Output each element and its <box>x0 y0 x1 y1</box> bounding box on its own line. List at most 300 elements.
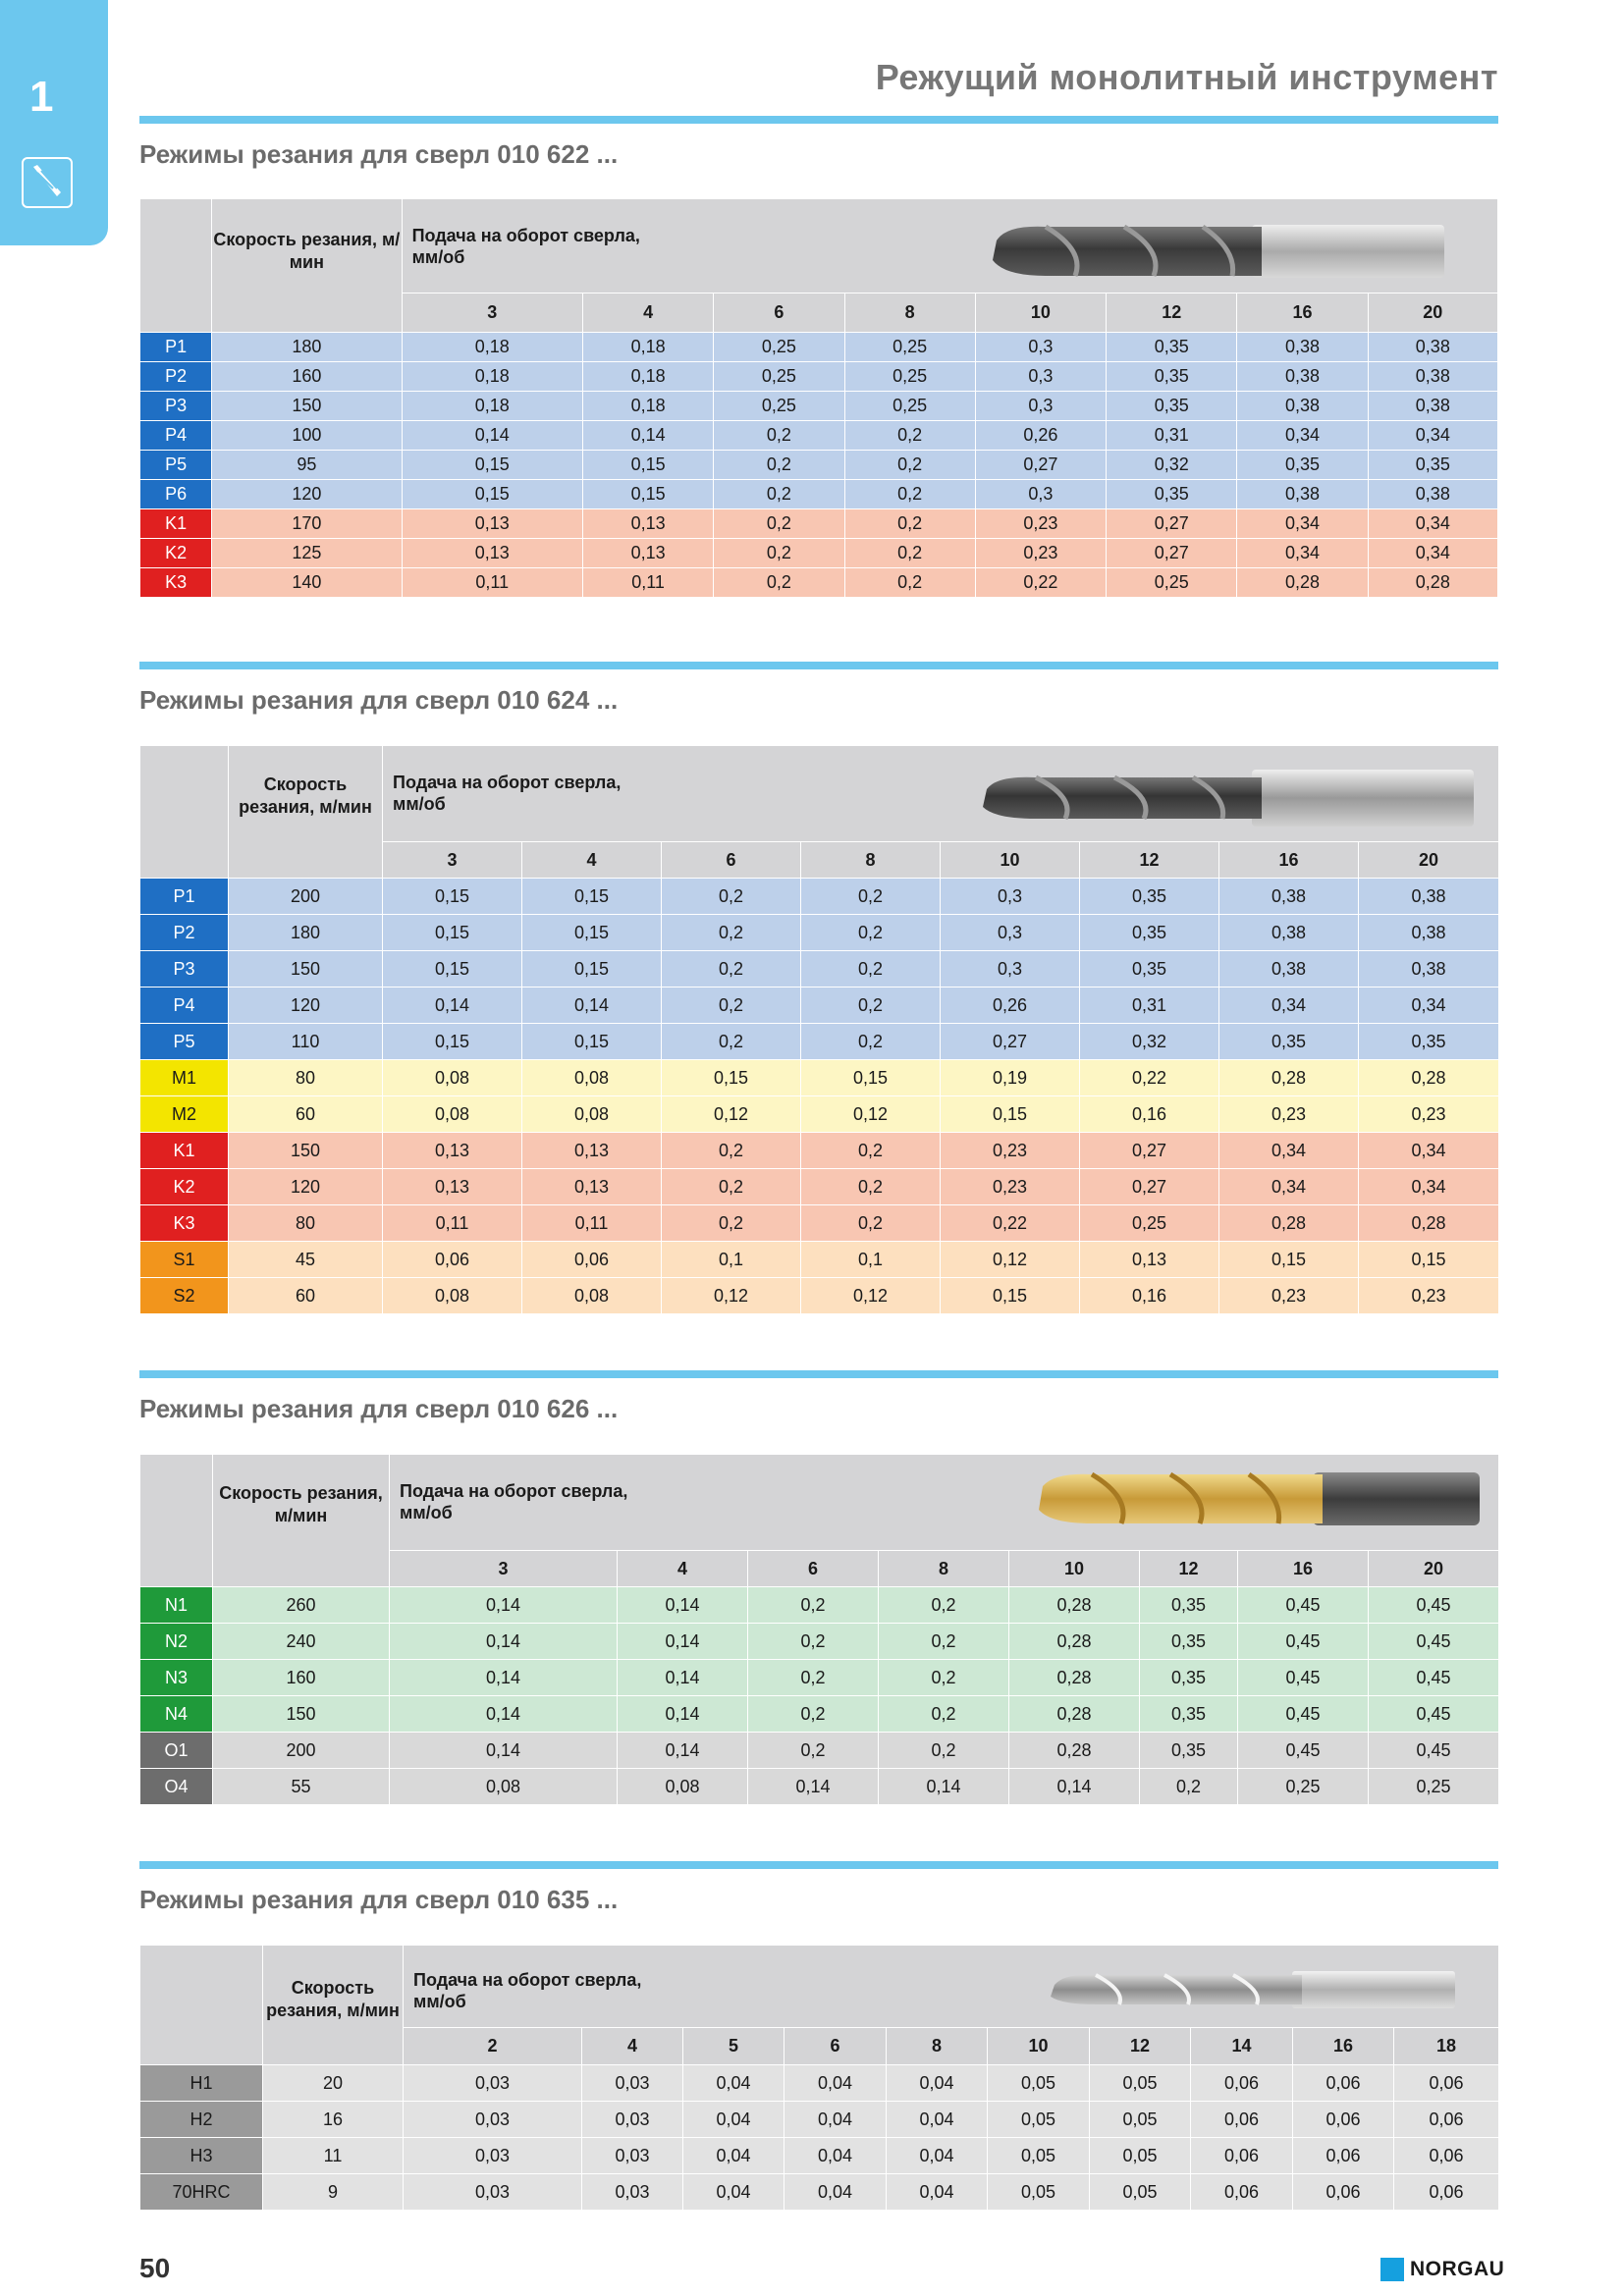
feed-value: 0,06 <box>1394 2102 1499 2138</box>
feed-value: 0,27 <box>941 1024 1080 1060</box>
feed-value: 0,34 <box>1359 988 1499 1024</box>
diameter-header: 6 <box>784 2028 887 2065</box>
feed-value: 0,06 <box>1394 2138 1499 2174</box>
cutting-speed: 160 <box>213 1660 390 1696</box>
feed-value: 0,34 <box>1359 1133 1499 1169</box>
material-code: K2 <box>140 539 212 568</box>
brand-name: NORGAU <box>1410 2258 1505 2280</box>
feed-value: 0,03 <box>404 2174 582 2211</box>
material-code: K2 <box>140 1169 229 1205</box>
diameter-header: 20 <box>1359 842 1499 879</box>
feed-value: 0,06 <box>1191 2065 1293 2102</box>
cutting-speed: 240 <box>213 1624 390 1660</box>
feed-value: 0,2 <box>801 988 941 1024</box>
feed-value: 0,03 <box>582 2138 683 2174</box>
diameter-header: 2 <box>404 2028 582 2065</box>
diameter-header: 3 <box>383 842 522 879</box>
feed-value: 0,06 <box>1293 2102 1394 2138</box>
cutting-speed: 9 <box>263 2174 404 2211</box>
feed-value: 0,18 <box>582 392 713 421</box>
feed-value: 0,14 <box>879 1769 1009 1805</box>
drill-image <box>1033 1468 1485 1529</box>
table-row <box>140 1060 1499 1096</box>
speed-header: Скорость резания, м/мин <box>263 1946 404 2065</box>
table-row <box>140 2174 1499 2211</box>
cutting-speed: 11 <box>263 2138 404 2174</box>
feed-value: 0,12 <box>662 1096 801 1133</box>
table-row <box>140 1205 1499 1242</box>
feed-value: 0,23 <box>1359 1278 1499 1314</box>
feed-header-label: Подача на оборот сверла, мм/об <box>413 1970 642 2011</box>
table-row <box>140 421 1498 451</box>
feed-value: 0,06 <box>1191 2138 1293 2174</box>
table-row <box>140 988 1499 1024</box>
feed-value: 0,2 <box>879 1587 1009 1624</box>
feed-value: 0,35 <box>1368 451 1497 480</box>
diameter-header: 18 <box>1394 2028 1499 2065</box>
feed-value: 0,08 <box>390 1769 618 1805</box>
material-code: N1 <box>140 1587 213 1624</box>
feed-value: 0,1 <box>662 1242 801 1278</box>
feed-value: 0,3 <box>941 879 1080 915</box>
feed-value: 0,34 <box>1219 988 1359 1024</box>
feed-value: 0,25 <box>844 333 975 362</box>
feed-value: 0,15 <box>383 951 522 988</box>
feed-value: 0,14 <box>383 988 522 1024</box>
feed-value: 0,15 <box>1219 1242 1359 1278</box>
feed-value: 0,38 <box>1359 915 1499 951</box>
material-code: P3 <box>140 951 229 988</box>
cutting-speed: 150 <box>229 951 383 988</box>
feed-value: 0,15 <box>801 1060 941 1096</box>
diameter-header: 20 <box>1368 294 1497 333</box>
feed-value: 0,34 <box>1219 1169 1359 1205</box>
feed-value: 0,32 <box>1107 451 1237 480</box>
feed-value: 0,18 <box>402 392 582 421</box>
feed-value: 0,23 <box>941 1133 1080 1169</box>
table-row <box>140 1242 1499 1278</box>
feed-value: 0,35 <box>1140 1696 1238 1733</box>
table-row <box>140 1696 1499 1733</box>
feed-value: 0,2 <box>748 1660 879 1696</box>
feed-value: 0,14 <box>522 988 662 1024</box>
feed-value: 0,13 <box>582 509 713 539</box>
feed-value: 0,05 <box>1090 2065 1191 2102</box>
feed-value: 0,18 <box>582 333 713 362</box>
section-title: Режимы резания для сверл 010 622 ... <box>139 139 619 169</box>
feed-value: 0,04 <box>887 2174 988 2211</box>
feed-value: 0,2 <box>714 480 844 509</box>
table-row <box>140 1278 1499 1314</box>
feed-value: 0,28 <box>1009 1733 1140 1769</box>
feed-value: 0,35 <box>1140 1733 1238 1769</box>
table-row <box>140 951 1499 988</box>
feed-value: 0,2 <box>714 451 844 480</box>
material-code: P3 <box>140 392 212 421</box>
diameter-header: 6 <box>714 294 844 333</box>
diameter-header: 16 <box>1237 294 1368 333</box>
feed-value: 0,35 <box>1107 362 1237 392</box>
feed-value: 0,31 <box>1107 421 1237 451</box>
feed-value: 0,45 <box>1238 1696 1369 1733</box>
feed-value: 0,2 <box>844 539 975 568</box>
table-row <box>140 2102 1499 2138</box>
feed-value: 0,15 <box>662 1060 801 1096</box>
feed-value: 0,28 <box>1368 568 1497 598</box>
table-row <box>140 1096 1499 1133</box>
drill-image <box>1047 1967 1459 2012</box>
feed-value: 0,35 <box>1107 333 1237 362</box>
feed-value: 0,2 <box>662 915 801 951</box>
cutting-speed: 60 <box>229 1096 383 1133</box>
feed-value: 0,18 <box>402 333 582 362</box>
feed-value: 0,27 <box>1080 1133 1219 1169</box>
feed-value: 0,34 <box>1219 1133 1359 1169</box>
feed-header <box>402 199 1497 294</box>
feed-value: 0,38 <box>1237 480 1368 509</box>
feed-value: 0,27 <box>1107 539 1237 568</box>
feed-value: 0,2 <box>801 1169 941 1205</box>
material-code: P1 <box>140 333 212 362</box>
feed-value: 0,15 <box>1359 1242 1499 1278</box>
feed-value: 0,28 <box>1359 1060 1499 1096</box>
feed-value: 0,08 <box>383 1278 522 1314</box>
feed-value: 0,38 <box>1219 951 1359 988</box>
table-row <box>140 1660 1499 1696</box>
cutting-speed: 150 <box>213 1696 390 1733</box>
feed-value: 0,38 <box>1219 879 1359 915</box>
material-code: N2 <box>140 1624 213 1660</box>
feed-value: 0,11 <box>383 1205 522 1242</box>
feed-value: 0,12 <box>662 1278 801 1314</box>
feed-value: 0,14 <box>618 1587 748 1624</box>
material-header <box>140 746 229 879</box>
feed-value: 0,08 <box>618 1769 748 1805</box>
feed-value: 0,25 <box>714 392 844 421</box>
diameter-header: 10 <box>1009 1551 1140 1587</box>
feed-value: 0,03 <box>582 2102 683 2138</box>
brand-square-icon <box>1380 2258 1404 2281</box>
feed-value: 0,25 <box>714 333 844 362</box>
feed-value: 0,2 <box>662 1169 801 1205</box>
speed-header: Скорость резания, м/мин <box>229 746 383 879</box>
cutting-table-010-635 <box>139 1945 1499 2211</box>
feed-value: 0,2 <box>801 879 941 915</box>
feed-value: 0,15 <box>522 1024 662 1060</box>
feed-value: 0,25 <box>1369 1769 1499 1805</box>
diameter-header: 12 <box>1090 2028 1191 2065</box>
feed-value: 0,06 <box>1394 2174 1499 2211</box>
feed-value: 0,2 <box>879 1624 1009 1660</box>
diameter-header: 10 <box>975 294 1106 333</box>
table-row <box>140 1733 1499 1769</box>
feed-value: 0,04 <box>683 2065 784 2102</box>
table-row <box>140 915 1499 951</box>
feed-value: 0,13 <box>402 539 582 568</box>
feed-value: 0,23 <box>1359 1096 1499 1133</box>
table-row <box>140 2138 1499 2174</box>
feed-value: 0,28 <box>1009 1624 1140 1660</box>
cutting-speed: 150 <box>212 392 402 421</box>
feed-value: 0,15 <box>941 1096 1080 1133</box>
feed-value: 0,15 <box>402 480 582 509</box>
feed-value: 0,13 <box>383 1133 522 1169</box>
drill-image <box>987 221 1448 282</box>
feed-value: 0,05 <box>1090 2102 1191 2138</box>
feed-value: 0,2 <box>844 421 975 451</box>
table-row <box>140 1169 1499 1205</box>
feed-value: 0,35 <box>1107 480 1237 509</box>
section-title: Режимы резания для сверл 010 624 ... <box>139 685 619 715</box>
feed-value: 0,2 <box>801 1205 941 1242</box>
feed-value: 0,26 <box>941 988 1080 1024</box>
feed-value: 0,2 <box>662 879 801 915</box>
cutting-speed: 80 <box>229 1060 383 1096</box>
diameter-header: 8 <box>887 2028 988 2065</box>
material-code: P5 <box>140 451 212 480</box>
feed-value: 0,13 <box>383 1169 522 1205</box>
feed-value: 0,2 <box>748 1624 879 1660</box>
feed-value: 0,26 <box>975 421 1106 451</box>
feed-value: 0,05 <box>988 2138 1090 2174</box>
feed-value: 0,45 <box>1238 1660 1369 1696</box>
feed-value: 0,06 <box>383 1242 522 1278</box>
speed-header: Скорость резания, м/мин <box>212 199 402 333</box>
diameter-header: 12 <box>1080 842 1219 879</box>
table-row <box>140 568 1498 598</box>
cutting-speed: 95 <box>212 451 402 480</box>
feed-value: 0,38 <box>1368 362 1497 392</box>
feed-value: 0,34 <box>1237 509 1368 539</box>
feed-value: 0,34 <box>1237 539 1368 568</box>
feed-header-label: Подача на оборот сверла, мм/об <box>411 226 640 267</box>
drill-icon <box>22 157 73 208</box>
feed-value: 0,35 <box>1140 1660 1238 1696</box>
diameter-header: 16 <box>1293 2028 1394 2065</box>
feed-value: 0,3 <box>941 951 1080 988</box>
feed-value: 0,12 <box>941 1242 1080 1278</box>
feed-value: 0,03 <box>404 2065 582 2102</box>
feed-value: 0,35 <box>1080 951 1219 988</box>
feed-value: 0,27 <box>1080 1169 1219 1205</box>
feed-value: 0,3 <box>975 392 1106 421</box>
cutting-table-010-626 <box>139 1454 1499 1805</box>
cutting-speed: 55 <box>213 1769 390 1805</box>
feed-value: 0,15 <box>522 915 662 951</box>
feed-value: 0,45 <box>1369 1696 1499 1733</box>
feed-value: 0,13 <box>1080 1242 1219 1278</box>
drill-image <box>977 768 1478 828</box>
material-code: P1 <box>140 879 229 915</box>
table-row <box>140 1769 1499 1805</box>
feed-value: 0,23 <box>1219 1096 1359 1133</box>
material-code: O1 <box>140 1733 213 1769</box>
feed-value: 0,2 <box>714 509 844 539</box>
feed-value: 0,38 <box>1368 480 1497 509</box>
feed-value: 0,15 <box>383 879 522 915</box>
feed-value: 0,15 <box>941 1278 1080 1314</box>
section-title: Режимы резания для сверл 010 635 ... <box>139 1885 619 1914</box>
material-code: P6 <box>140 480 212 509</box>
feed-value: 0,11 <box>582 568 713 598</box>
feed-value: 0,38 <box>1359 879 1499 915</box>
feed-value: 0,14 <box>618 1733 748 1769</box>
feed-value: 0,15 <box>522 951 662 988</box>
feed-value: 0,2 <box>662 1133 801 1169</box>
feed-value: 0,05 <box>1090 2174 1191 2211</box>
material-code: H3 <box>140 2138 263 2174</box>
feed-value: 0,2 <box>662 1024 801 1060</box>
feed-value: 0,06 <box>522 1242 662 1278</box>
feed-value: 0,15 <box>582 451 713 480</box>
feed-value: 0,14 <box>390 1587 618 1624</box>
feed-value: 0,08 <box>522 1278 662 1314</box>
diameter-header: 10 <box>941 842 1080 879</box>
feed-value: 0,27 <box>975 451 1106 480</box>
feed-value: 0,27 <box>1107 509 1237 539</box>
table-row <box>140 879 1499 915</box>
feed-value: 0,04 <box>784 2065 887 2102</box>
feed-value: 0,2 <box>844 480 975 509</box>
feed-value: 0,34 <box>1359 1169 1499 1205</box>
feed-value: 0,45 <box>1238 1624 1369 1660</box>
table-row <box>140 480 1498 509</box>
material-code: N3 <box>140 1660 213 1696</box>
cutting-speed: 180 <box>229 915 383 951</box>
section-rule <box>139 662 1498 669</box>
feed-value: 0,13 <box>402 509 582 539</box>
feed-value: 0,38 <box>1219 915 1359 951</box>
feed-value: 0,15 <box>582 480 713 509</box>
feed-value: 0,38 <box>1368 392 1497 421</box>
material-code: P2 <box>140 362 212 392</box>
material-code: S2 <box>140 1278 229 1314</box>
cutting-speed: 120 <box>229 1169 383 1205</box>
feed-value: 0,2 <box>879 1733 1009 1769</box>
diameter-header: 4 <box>582 2028 683 2065</box>
feed-value: 0,13 <box>522 1133 662 1169</box>
material-code: N4 <box>140 1696 213 1733</box>
feed-value: 0,2 <box>662 988 801 1024</box>
cutting-speed: 120 <box>229 988 383 1024</box>
feed-value: 0,2 <box>879 1660 1009 1696</box>
diameter-header: 4 <box>618 1551 748 1587</box>
diameter-header: 12 <box>1107 294 1237 333</box>
feed-value: 0,3 <box>975 362 1106 392</box>
diameter-header: 16 <box>1238 1551 1369 1587</box>
feed-value: 0,22 <box>975 568 1106 598</box>
feed-value: 0,14 <box>390 1660 618 1696</box>
cutting-speed: 200 <box>229 879 383 915</box>
feed-value: 0,38 <box>1359 951 1499 988</box>
feed-value: 0,08 <box>383 1060 522 1096</box>
cutting-speed: 160 <box>212 362 402 392</box>
feed-value: 0,18 <box>402 362 582 392</box>
feed-value: 0,14 <box>390 1696 618 1733</box>
diameter-header: 10 <box>988 2028 1090 2065</box>
feed-value: 0,14 <box>390 1624 618 1660</box>
table-row <box>140 1624 1499 1660</box>
diameter-header: 14 <box>1191 2028 1293 2065</box>
feed-value: 0,25 <box>844 392 975 421</box>
feed-value: 0,15 <box>383 1024 522 1060</box>
material-code: 70HRC <box>140 2174 263 2211</box>
cutting-speed: 80 <box>229 1205 383 1242</box>
feed-value: 0,3 <box>975 333 1106 362</box>
feed-value: 0,25 <box>1080 1205 1219 1242</box>
feed-value: 0,04 <box>683 2102 784 2138</box>
feed-value: 0,34 <box>1368 539 1497 568</box>
feed-value: 0,35 <box>1107 392 1237 421</box>
feed-value: 0,2 <box>844 509 975 539</box>
feed-value: 0,2 <box>801 915 941 951</box>
cutting-speed: 150 <box>229 1133 383 1169</box>
feed-value: 0,19 <box>941 1060 1080 1096</box>
feed-value: 0,08 <box>383 1096 522 1133</box>
material-code: P2 <box>140 915 229 951</box>
section-rule <box>139 1370 1498 1378</box>
speed-header: Скорость резания, м/мин <box>213 1455 390 1587</box>
feed-value: 0,13 <box>522 1169 662 1205</box>
material-code: M1 <box>140 1060 229 1096</box>
chapter-tab <box>0 0 108 245</box>
feed-value: 0,03 <box>404 2102 582 2138</box>
cutting-speed: 120 <box>212 480 402 509</box>
feed-value: 0,28 <box>1237 568 1368 598</box>
feed-value: 0,05 <box>988 2102 1090 2138</box>
diameter-header: 20 <box>1369 1551 1499 1587</box>
feed-value: 0,38 <box>1237 392 1368 421</box>
cutting-speed: 170 <box>212 509 402 539</box>
feed-value: 0,16 <box>1080 1278 1219 1314</box>
feed-value: 0,45 <box>1369 1733 1499 1769</box>
feed-value: 0,03 <box>404 2138 582 2174</box>
feed-value: 0,28 <box>1009 1660 1140 1696</box>
feed-value: 0,2 <box>844 568 975 598</box>
feed-value: 0,23 <box>975 539 1106 568</box>
feed-value: 0,04 <box>784 2102 887 2138</box>
feed-value: 0,22 <box>1080 1060 1219 1096</box>
feed-value: 0,25 <box>844 362 975 392</box>
page-title: Режущий монолитный инструмент <box>875 57 1498 97</box>
feed-value: 0,34 <box>1237 421 1368 451</box>
diameter-header: 4 <box>582 294 713 333</box>
feed-value: 0,12 <box>801 1096 941 1133</box>
diameter-header: 16 <box>1219 842 1359 879</box>
feed-value: 0,38 <box>1237 362 1368 392</box>
cutting-speed: 260 <box>213 1587 390 1624</box>
feed-value: 0,14 <box>618 1660 748 1696</box>
table-row <box>140 1024 1499 1060</box>
material-code: P5 <box>140 1024 229 1060</box>
feed-value: 0,31 <box>1080 988 1219 1024</box>
material-code: K1 <box>140 509 212 539</box>
feed-value: 0,2 <box>714 568 844 598</box>
feed-value: 0,23 <box>1219 1278 1359 1314</box>
table-row <box>140 509 1498 539</box>
feed-value: 0,35 <box>1080 879 1219 915</box>
feed-value: 0,45 <box>1238 1587 1369 1624</box>
diameter-header: 8 <box>879 1551 1009 1587</box>
cutting-speed: 180 <box>212 333 402 362</box>
material-code: K3 <box>140 568 212 598</box>
diameter-header: 8 <box>801 842 941 879</box>
feed-value: 0,04 <box>887 2065 988 2102</box>
feed-value: 0,45 <box>1238 1733 1369 1769</box>
diameter-header: 6 <box>662 842 801 879</box>
cutting-speed: 200 <box>213 1733 390 1769</box>
table-row <box>140 451 1498 480</box>
